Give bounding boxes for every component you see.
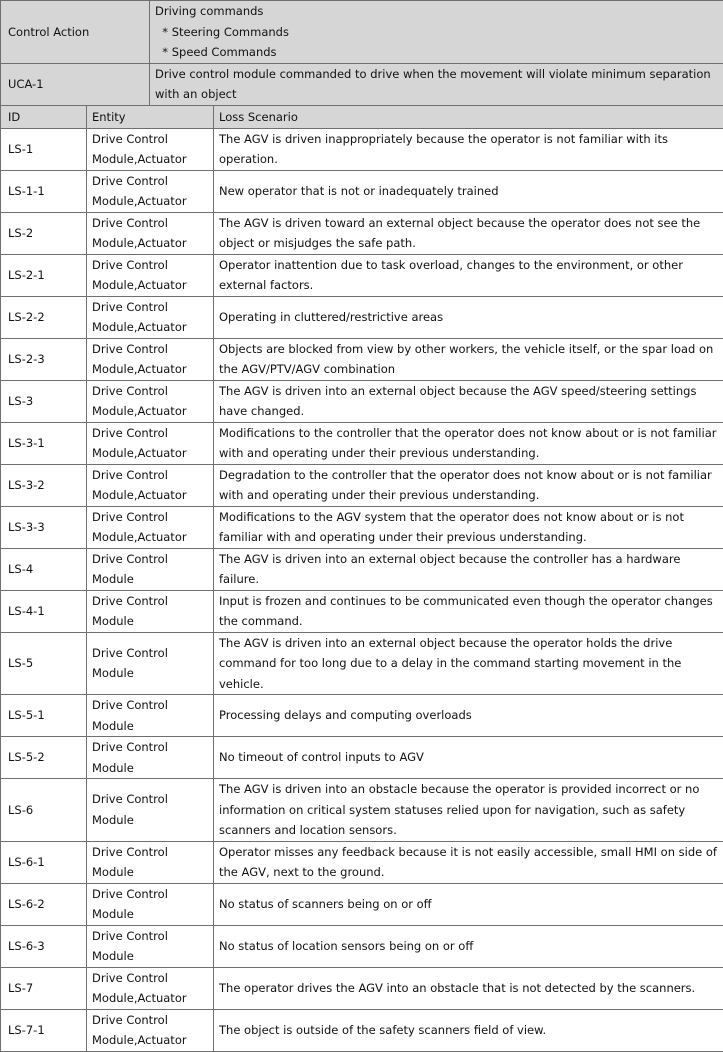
row-id: LS-7 [1,967,87,1009]
row-loss-scenario: The AGV is driven into an external object because the AGV speed/steering settings have changed. [214,380,723,422]
table-row [1,170,723,212]
row-entity: Drive Control Module,Actuator [87,506,214,548]
row-id: LS-1 [1,128,87,170]
row-id: LS-5-1 [1,695,87,737]
column-header-row [1,105,723,128]
row-id: LS-3-2 [1,464,87,506]
table-row [1,296,723,338]
row-loss-scenario: Degradation to the controller that the operator does not know about or is not familiar with and operating under their previous understanding. [214,464,723,506]
control-action-label: Control Action [1,1,150,64]
row-id: LS-2 [1,212,87,254]
table-row [1,548,723,590]
row-id: LS-2-3 [1,338,87,380]
row-entity: Drive Control Module,Actuator [87,380,214,422]
row-loss-scenario: The AGV is driven into an external object because the controller has a hardware failure. [214,548,723,590]
table-row [1,590,723,632]
table-row [1,464,723,506]
table-row [1,737,723,779]
column-header-loss-scenario: Loss Scenario [214,105,723,128]
table-row [1,506,723,548]
row-id: LS-5-2 [1,737,87,779]
row-loss-scenario: The AGV is driven into an obstacle because the operator is provided incorrect or no information on critical system statuses relied upon for navigation, such as safety scanners and location sensors. [214,779,723,842]
control-action-line: Driving commands [155,1,717,22]
row-entity: Drive Control Module,Actuator [87,128,214,170]
row-id: LS-3-3 [1,506,87,548]
row-id: LS-3-1 [1,422,87,464]
row-id: LS-4-1 [1,590,87,632]
row-loss-scenario: Modifications to the AGV system that the operator does not know about or is not familiar with and operating under their previous understanding. [214,506,723,548]
row-id: LS-4 [1,548,87,590]
row-entity: Drive Control Module,Actuator [87,464,214,506]
scenario-rows [1,128,723,1051]
table-row [1,128,723,170]
row-loss-scenario: Operator misses any feedback because it is not easily accessible, small HMI on side of the AGV, next to the ground. [214,841,723,883]
row-loss-scenario: The object is outside of the safety scanners field of view. [214,1009,723,1051]
row-entity: Drive Control Module [87,779,214,842]
row-entity: Drive Control Module [87,695,214,737]
table-row [1,212,723,254]
row-loss-scenario: The AGV is driven into an external object because the operator holds the drive command for too long due to a delay in the command starting movement in the vehicle. [214,632,723,695]
row-loss-scenario: No status of location sensors being on or off [214,925,723,967]
control-action-value [150,1,723,64]
row-loss-scenario: Operator inattention due to task overload, changes to the environment, or other external factors. [214,254,723,296]
row-entity: Drive Control Module,Actuator [87,212,214,254]
table-row [1,925,723,967]
row-loss-scenario: The AGV is driven toward an external object because the operator does not see the object or misjudges the safe path. [214,212,723,254]
row-entity: Drive Control Module,Actuator [87,967,214,1009]
table-row [1,883,723,925]
table-row [1,422,723,464]
row-entity: Drive Control Module [87,590,214,632]
row-entity: Drive Control Module [87,632,214,695]
table-row [1,338,723,380]
row-entity: Drive Control Module,Actuator [87,422,214,464]
control-action-row [1,1,723,64]
row-entity: Drive Control Module,Actuator [87,1009,214,1051]
row-id: LS-6-2 [1,883,87,925]
row-id: LS-1-1 [1,170,87,212]
row-loss-scenario: No status of scanners being on or off [214,883,723,925]
row-entity: Drive Control Module [87,883,214,925]
row-id: LS-6-3 [1,925,87,967]
row-loss-scenario: The AGV is driven inappropriately because the operator is not familiar with its operation. [214,128,723,170]
table-row [1,967,723,1009]
row-id: LS-5 [1,632,87,695]
row-loss-scenario: Objects are blocked from view by other workers, the vehicle itself, or the spar load on the AGV/PTV/AGV combination [214,338,723,380]
row-id: LS-7-1 [1,1009,87,1051]
row-entity: Drive Control Module [87,925,214,967]
column-header-id: ID [1,105,87,128]
row-id: LS-6-1 [1,841,87,883]
row-loss-scenario: Input is frozen and continues to be communicated even though the operator changes the command. [214,590,723,632]
table-row [1,841,723,883]
table-row [1,779,723,842]
control-action-line: * Speed Commands [155,42,717,63]
uca-label: UCA-1 [1,63,150,105]
row-loss-scenario: Operating in cluttered/restrictive areas [214,296,723,338]
table-row [1,380,723,422]
row-id: LS-2-1 [1,254,87,296]
row-loss-scenario: Modifications to the controller that the operator does not know about or is not familiar with and operating under their previous understanding. [214,422,723,464]
row-entity: Drive Control Module,Actuator [87,338,214,380]
control-action-line: * Steering Commands [155,22,717,43]
row-id: LS-3 [1,380,87,422]
column-header-entity: Entity [87,105,214,128]
row-entity: Drive Control Module,Actuator [87,170,214,212]
row-id: LS-2-2 [1,296,87,338]
table-row [1,1009,723,1051]
row-entity: Drive Control Module [87,737,214,779]
row-loss-scenario: The operator drives the AGV into an obstacle that is not detected by the scanners. [214,967,723,1009]
table-row [1,695,723,737]
row-entity: Drive Control Module,Actuator [87,254,214,296]
row-entity: Drive Control Module [87,841,214,883]
row-entity: Drive Control Module [87,548,214,590]
row-loss-scenario: Processing delays and computing overloads [214,695,723,737]
table-row [1,632,723,695]
row-loss-scenario: No timeout of control inputs to AGV [214,737,723,779]
row-id: LS-6 [1,779,87,842]
row-loss-scenario: New operator that is not or inadequately trained [214,170,723,212]
uca-text: Drive control module commanded to drive when the movement will violate minimum separation with an object [150,63,723,105]
row-entity: Drive Control Module,Actuator [87,296,214,338]
uca-row [1,63,723,105]
table-row [1,254,723,296]
